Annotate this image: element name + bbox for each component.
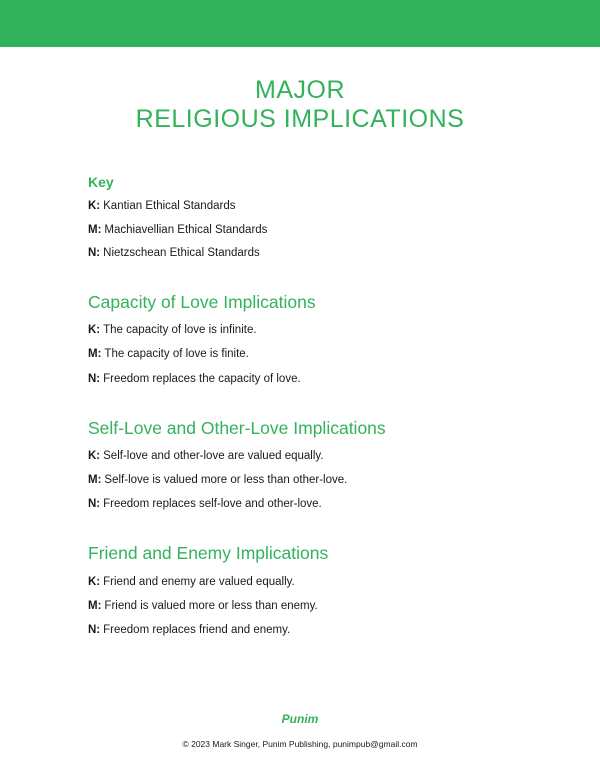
key-text: Kantian Ethical Standards (103, 200, 236, 212)
key-heading: Key (88, 174, 114, 190)
implication-item (88, 498, 322, 510)
item-text: The capacity of love is infinite. (103, 324, 257, 336)
key-item-m (88, 224, 267, 236)
footer-copyright: © 2023 Mark Singer, Punim Publishing, punimpub@gmail.com (182, 739, 418, 749)
section-heading-capacity-of-love: Capacity of Love Implications (88, 292, 316, 312)
item-label: N: (88, 624, 101, 636)
item-label: N: (88, 498, 101, 510)
top-banner (0, 0, 600, 47)
implication-item (88, 450, 323, 462)
item-text: Self-love is valued more or less than other-love. (104, 474, 348, 486)
item-text: Friend and enemy are valued equally. (103, 576, 295, 588)
key-label: M: (88, 224, 102, 236)
item-label: M: (88, 348, 102, 360)
page-title (0, 76, 600, 134)
implication-item (88, 624, 290, 636)
key-text: Nietzschean Ethical Standards (103, 247, 260, 259)
implication-item (88, 373, 301, 385)
key-label: K: (88, 200, 101, 212)
key-item-n (88, 247, 260, 259)
item-label: M: (88, 600, 102, 612)
item-label: M: (88, 474, 102, 486)
item-label: K: (88, 450, 101, 462)
item-text: The capacity of love is finite. (104, 348, 249, 360)
item-text: Self-love and other-love are valued equally. (103, 450, 324, 462)
item-label: K: (88, 576, 101, 588)
implication-item (88, 324, 257, 336)
implication-item (88, 600, 318, 612)
item-text: Friend is valued more or less than enemy. (104, 600, 318, 612)
section-heading-self-love: Self-Love and Other-Love Implications (88, 418, 386, 438)
item-label: K: (88, 324, 101, 336)
item-text: Freedom replaces self-love and other-love. (103, 498, 322, 510)
implication-item (88, 474, 347, 486)
section-heading-friend-enemy: Friend and Enemy Implications (88, 543, 329, 563)
item-label: N: (88, 373, 101, 385)
key-text: Machiavellian Ethical Standards (104, 224, 268, 236)
key-item-k (88, 200, 235, 212)
punim-logo: Punim (281, 712, 319, 726)
item-text: Freedom replaces the capacity of love. (103, 373, 301, 385)
key-label: N: (88, 247, 101, 259)
title-line-1: MAJOR (255, 76, 345, 104)
implication-item (88, 348, 249, 360)
item-text: Freedom replaces friend and enemy. (103, 624, 291, 636)
implication-item (88, 576, 295, 588)
title-line-2: RELIGIOUS IMPLICATIONS (135, 105, 465, 133)
